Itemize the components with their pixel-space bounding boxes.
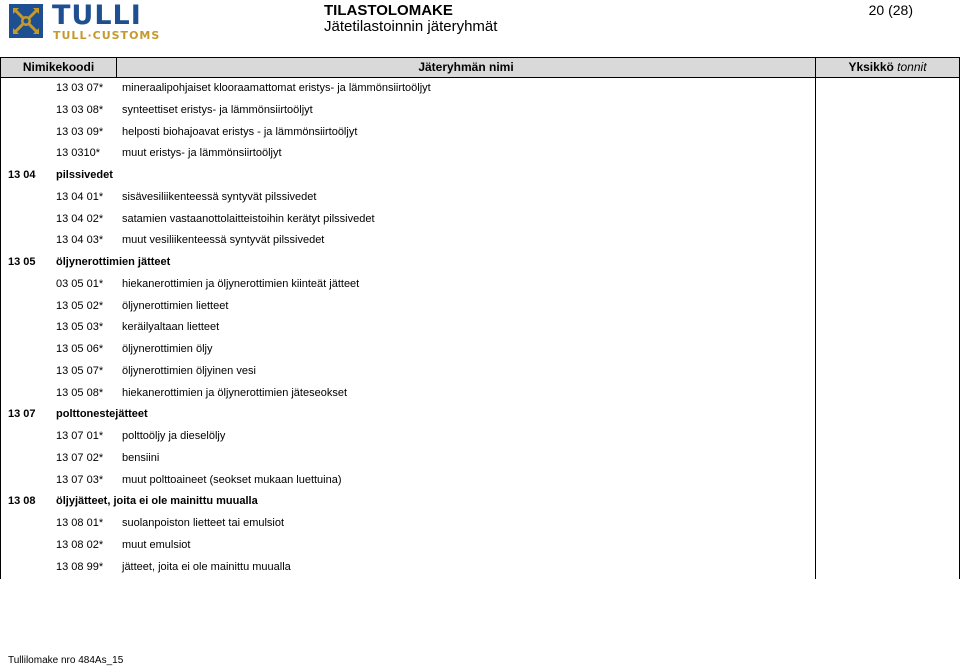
table-row [0,143,960,165]
table-row [0,274,960,296]
row-name: muut emulsiot [122,538,191,551]
row-code: 13 04 [8,169,36,181]
row-code: 13 05 [8,256,36,268]
row-name: muut vesiliikenteessä syntyvät pilssivedet [122,234,325,247]
row-code: 03 05 01* [56,277,104,290]
unit-label: Yksikkö [848,60,894,74]
page-header [0,0,960,56]
table-row [0,426,960,448]
row-name: öljynerottimien öljyinen vesi [122,364,256,377]
table-row [0,209,960,231]
group-row [0,491,960,513]
form-title: TILASTOLOMAKE [324,2,453,19]
table-row [0,513,960,535]
row-code: 13 07 01* [56,430,104,442]
row-code: 13 05 02* [56,299,104,312]
page-number: 20 (28) [868,2,913,18]
row-code: 13 05 06* [56,343,104,355]
row-code: 13 07 02* [56,451,104,464]
header-divider-code [116,57,117,77]
logo-wordmark: TULLI [52,0,142,31]
row-name: helposti biohajoavat eristys - ja lämmönsiirtoöljyt [122,125,358,138]
logo-tagline: TULL·CUSTOMS [53,29,161,42]
row-name: muut eristys- ja lämmönsiirtoöljyt [122,147,282,160]
group-row [0,404,960,426]
row-name: öljyjätteet, joita ei ole mainittu muualla [56,495,258,508]
row-code: 13 05 08* [56,386,104,399]
tulli-emblem-icon [9,4,43,38]
form-subtitle: Jätetilastoinnin jäteryhmät [324,18,498,35]
table-row [0,361,960,383]
table-row [0,296,960,318]
table-row [0,448,960,470]
row-name: mineraalipohjaiset klooraamattomat eristys- ja lämmönsiirtoöljyt [122,82,431,94]
waste-group-table [0,57,960,579]
group-row [0,252,960,274]
row-name: pilssivedet [56,169,113,181]
row-name: öljynerottimien lietteet [122,299,229,312]
table-row [0,339,960,361]
table-row [0,317,960,339]
row-name: hiekanerottimien ja öljynerottimien kiinteät jätteet [122,277,360,290]
row-code: 13 05 07* [56,364,104,377]
row-name: synteettiset eristys- ja lämmönsiirtoöljyt [122,103,313,116]
row-code: 13 07 [8,408,36,421]
column-header-unit [816,57,959,77]
row-name: polttoöljy ja dieselöljy [122,430,226,442]
table-row [0,187,960,209]
row-name: öljynerottimien jätteet [56,256,171,268]
unit-suffix: tonnit [897,60,927,74]
row-code: 13 08 02* [56,538,104,551]
table-row [0,122,960,144]
row-code: 13 0310* [56,147,101,160]
column-header-code: Nimikekoodi [1,57,116,77]
row-code: 13 07 03* [56,473,104,486]
row-code: 13 03 08* [56,103,104,116]
table-row [0,100,960,122]
table-row [0,78,960,100]
row-name: sisävesiliikenteessä syntyvät pilssivedet [122,190,317,203]
row-code: 13 03 09* [56,125,104,138]
form-id: Tullilomake nro 484As_15 [8,655,124,666]
table-row [0,470,960,492]
row-name: jätteet, joita ei ole mainittu muualla [122,560,291,573]
row-code: 13 04 03* [56,234,104,247]
table-top-border [0,57,960,58]
row-name: suolanpoiston lietteet tai emulsiot [122,517,285,529]
row-code: 13 04 01* [56,190,104,203]
group-row [0,165,960,187]
table-row [0,230,960,252]
row-code: 13 05 03* [56,321,104,334]
row-name: hiekanerottimien ja öljynerottimien jäteseokset [122,386,348,399]
row-name: öljynerottimien öljy [122,343,213,355]
tulli-logo [9,0,194,42]
table-row [0,383,960,405]
row-code: 13 04 02* [56,212,104,225]
row-code: 13 08 01* [56,517,104,529]
row-name: polttonestejätteet [56,408,148,421]
table-row [0,535,960,557]
row-code: 13 08 99* [56,560,104,573]
column-header-name: Jäteryhmän nimi [117,57,815,77]
row-name: satamien vastaanottolaitteistoihin kerätyt pilssivedet [122,212,375,225]
table-row [0,557,960,579]
row-name: keräilyaltaan lietteet [122,321,220,334]
row-code: 13 08 [8,495,36,508]
row-code: 13 03 07* [56,82,104,94]
row-name: bensiini [122,451,160,464]
row-name: muut polttoaineet (seokset mukaan luettuina) [122,473,342,486]
